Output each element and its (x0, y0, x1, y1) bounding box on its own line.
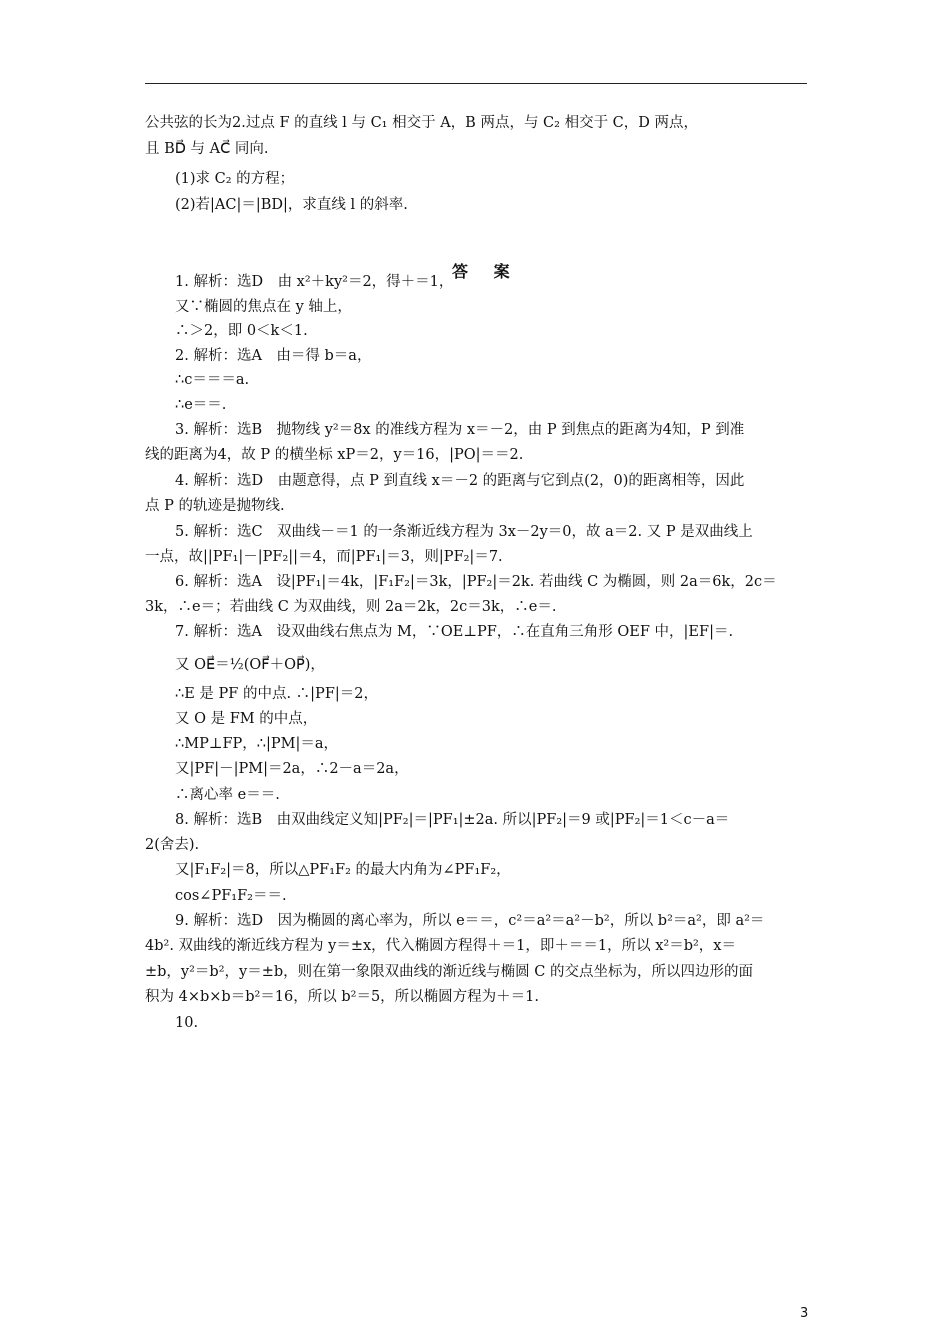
text-line: 7. 解析：选A 设双曲线右焦点为 M，∵OE⊥PF，∴在直角三角形 OEF 中，|EF|＝. (175, 624, 734, 640)
text-line: 9. 解析：选D 因为椭圆的离心率为，所以 e＝＝，c²＝a²＝a²－b²，所以 b²＝a²，即 a²＝ (175, 913, 765, 929)
text-line: 4. 解析：选D 由题意得，点 P 到直线 x＝－2 的距离与它到点(2，0)的距离相等，因此 (175, 473, 745, 489)
answers-heading: 答 案 (452, 262, 520, 281)
text-line: 3k，∴e＝；若曲线 C 为双曲线，则 2a＝2k，2c＝3k，∴e＝. (145, 599, 557, 615)
text-line: ∴e＝＝. (175, 397, 227, 413)
text-line: 8. 解析：选B 由双曲线定义知|PF₂|＝|PF₁|±2a. 所以|PF₂|＝9 或|PF₂|＝1＜c－a＝ (175, 812, 730, 828)
text-line: 1. 解析：选D 由 x²＋ky²＝2，得＋＝1， (175, 274, 454, 290)
text-line: 10. (175, 1015, 199, 1031)
text-line: (2)若|AC|＝|BD|，求直线 l 的斜率. (175, 197, 408, 213)
text-line: cos∠PF₁F₂＝＝. (175, 888, 287, 904)
text-line: ±b，y²＝b²，y＝±b，则在第一象限双曲线的渐近线与椭圆 C 的交点坐标为，所以四边形的面 (145, 964, 753, 980)
text-line: 2(舍去). (145, 837, 200, 853)
text-line: ∴MP⊥FP，∴|PM|＝a， (175, 736, 339, 752)
text-line: 且 BD⃗ 与 AC⃗ 同向. (145, 141, 269, 157)
text-line: 又∵椭圆的焦点在 y 轴上， (175, 299, 352, 315)
text-line: ∴E 是 PF 的中点. ∴|PF|＝2， (175, 686, 378, 702)
text-line: 4b². 双曲线的渐近线方程为 y＝±x，代入椭圆方程得＋＝1，即＋＝＝1，所以 x²＝b²，x＝ (145, 938, 736, 954)
text-line: 又|F₁F₂|＝8，所以△PF₁F₂ 的最大内角为∠PF₁F₂， (175, 862, 511, 878)
header-rule (145, 83, 807, 84)
text-line: 3. 解析：选B 抛物线 y²＝8x 的准线方程为 x＝－2，由 P 到焦点的距离为4知，P 到准 (175, 422, 745, 438)
text-line: 5. 解析：选C 双曲线－＝1 的一条渐近线方程为 3x－2y＝0，故 a＝2. 又 P 是双曲线上 (175, 524, 753, 540)
text-line: 6. 解析：选A 设|PF₁|＝4k，|F₁F₂|＝3k，|PF₂|＝2k. 若曲线 C 为椭圆，则 2a＝6k，2c＝ (175, 574, 777, 590)
text-line: 积为 4×b×b＝b²＝16，所以 b²＝5，所以椭圆方程为＋＝1. (145, 989, 540, 1005)
text-line: (1)求 C₂ 的方程； (175, 171, 295, 187)
text-line: ∴＞2，即 0＜k＜1. (175, 323, 308, 339)
text-line: 一点，故||PF₁|－|PF₂||＝4，而|PF₁|＝3，则|PF₂|＝7. (145, 549, 503, 565)
text-line: ∴c＝＝＝a. (175, 372, 250, 388)
text-line: 线的距离为4，故 P 的横坐标 xP＝2，y＝16，|PO|＝＝2. (145, 447, 524, 463)
text-line: 又 OE⃗＝½(OF⃗＋OP⃗)， (175, 657, 325, 673)
text-line: 点 P 的轨迹是抛物线. (145, 498, 285, 514)
text-line: 公共弦的长为2.过点 F 的直线 l 与 C₁ 相交于 A，B 两点，与 C₂ 相交于 C，D 两点， (145, 115, 699, 131)
text-line: 2. 解析：选A 由＝得 b＝a， (175, 348, 372, 364)
text-line: 又|PF|－|PM|＝2a，∴2－a＝2a， (175, 761, 409, 777)
text-line: ∴离心率 e＝＝. (175, 787, 280, 803)
page-number: 3 (800, 1306, 809, 1321)
text-line: 又 O 是 FM 的中点， (175, 711, 318, 727)
